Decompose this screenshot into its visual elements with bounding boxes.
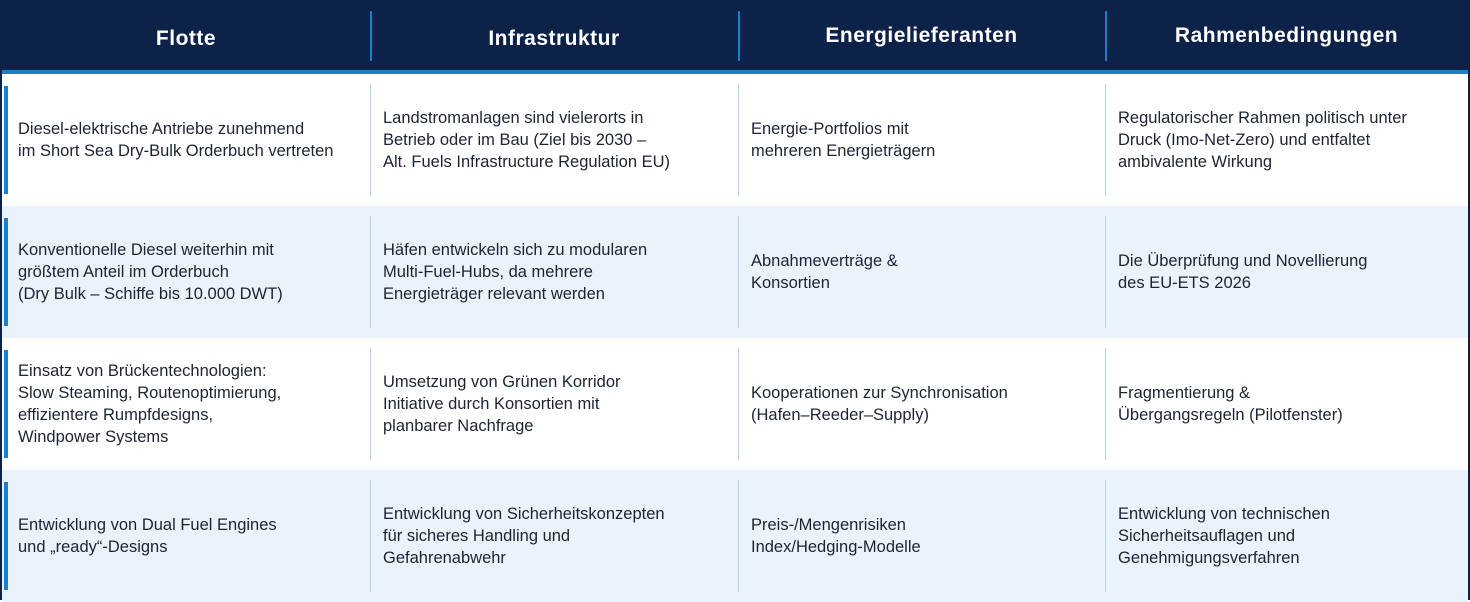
table-body: [2, 74, 1468, 602]
cell-flotte: Entwicklung von Dual Fuel Engines und „ready“-Designs: [18, 516, 277, 556]
header-flotte: [2, 2, 370, 70]
header-energielieferanten: [738, 2, 1105, 70]
cell-rahmenbedingungen: Regulatorischer Rahmen politisch unter Druck (Imo-Net-Zero) und entfaltet ambivalente Wirkung: [1105, 74, 1468, 206]
table-row: [2, 470, 1468, 602]
header-infrastruktur: [370, 2, 738, 70]
cell-infrastruktur: Entwicklung von Sicherheitskonzepten für sicheres Handling und Gefahrenabwehr: [370, 470, 738, 602]
cell-energielieferanten: Kooperationen zur Synchronisation (Hafen–Reeder–Supply): [738, 338, 1105, 470]
cell-energielieferanten: Abnahmeverträge & Konsortien: [738, 206, 1105, 338]
cell-infrastruktur: Landstromanlagen sind vielerorts in Betrieb oder im Bau (Ziel bis 2030 – Alt. Fuels Infrastructure Regulation EU): [370, 74, 738, 206]
table-header: [2, 2, 1468, 70]
header-label: Energielieferanten: [825, 24, 1018, 47]
cell-rahmenbedingungen: Entwicklung von technischen Sicherheitsauflagen und Genehmigungsverfahren: [1105, 470, 1468, 602]
cell-flotte: Diesel-elektrische Antriebe zunehmend im Short Sea Dry-Bulk Orderbuch vertreten: [18, 120, 334, 160]
table-row: [2, 206, 1468, 338]
cell-infrastruktur: Umsetzung von Grünen Korridor Initiative durch Konsortien mit planbarer Nachfrage: [370, 338, 738, 470]
header-label: Rahmenbedingungen: [1174, 24, 1399, 47]
cell-infrastruktur: Häfen entwickeln sich zu modularen Multi-Fuel-Hubs, da mehrere Energieträger relevant werden: [370, 206, 738, 338]
cell-flotte: Konventionelle Diesel weiterhin mit größtem Anteil im Orderbuch (Dry Bulk – Schiffe bis 10.000 DWT): [18, 241, 283, 303]
cell-flotte: Einsatz von Brückentechnologien: Slow Steaming, Routenoptimierung, effizientere Rumpfdesigns, Windpower Systems: [18, 362, 282, 446]
table-row: [2, 74, 1468, 206]
cell-rahmenbedingungen: Die Überprüfung und Novellierung des EU-ETS 2026: [1105, 206, 1468, 338]
cell-energielieferanten: Preis-/Mengenrisiken Index/Hedging-Modelle: [738, 470, 1105, 602]
header-label: Flotte: [155, 27, 217, 50]
table-row: [2, 338, 1468, 470]
cell-energielieferanten: Energie-Portfolios mit mehreren Energieträgern: [738, 74, 1105, 206]
cell-rahmenbedingungen: Fragmentierung & Übergangsregeln (Pilotfenster): [1105, 338, 1468, 470]
header-rahmenbedingungen: [1105, 2, 1468, 70]
header-label: Infrastruktur: [488, 27, 620, 50]
